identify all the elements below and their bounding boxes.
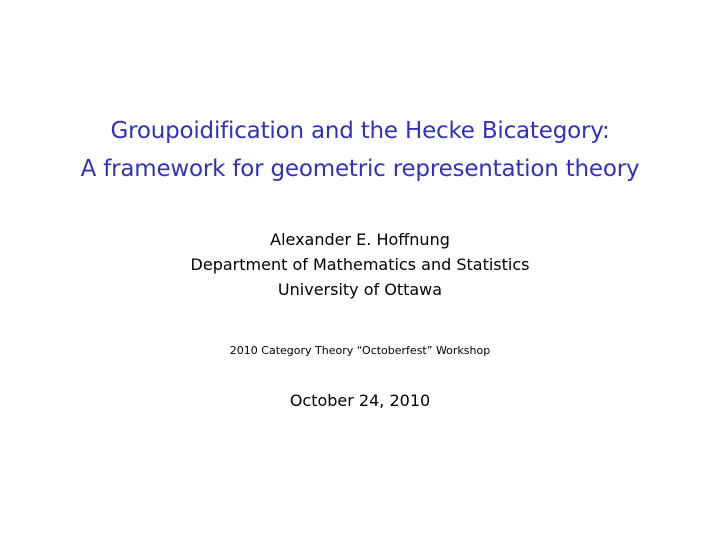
author-info [0,227,720,302]
event-name: 2010 Category Theory “Octoberfest” Workshop [229,344,491,357]
title-line-1: Groupoidification and the Hecke Bicategory: [110,118,610,144]
university-name: University of Ottawa [277,280,443,299]
slide-title [0,112,720,188]
presentation-date: October 24, 2010 [289,391,431,410]
title-line-2: A framework for geometric representation theory [80,156,640,182]
author-name: Alexander E. Hoffnung [270,230,450,249]
department-name: Department of Mathematics and Statistics [190,255,530,274]
